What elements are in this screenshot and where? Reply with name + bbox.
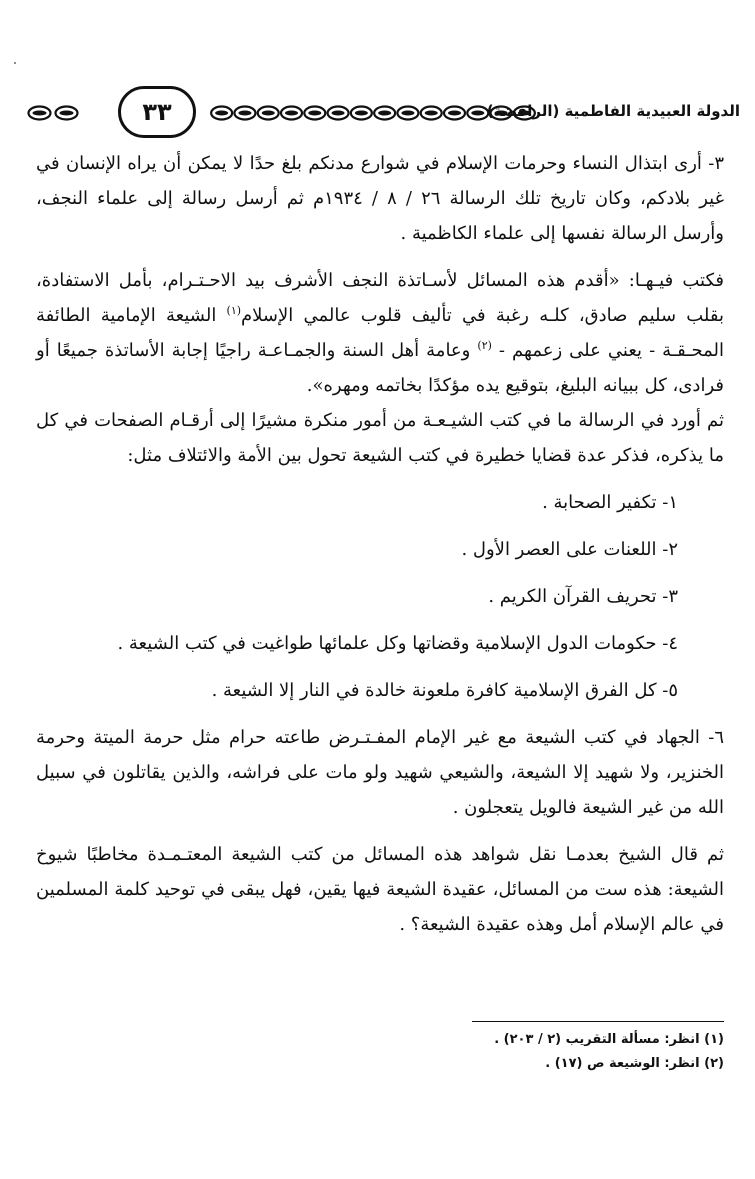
ornament-link-core [448,111,461,116]
ornament-link-core [378,111,391,116]
list-item: ٤- حكومات الدول الإسلامية وقضاتها وكل علمائها طواغيت في كتب الشيعة . [117,633,678,654]
ornament-link-core [332,111,345,116]
paragraph-2 [36,263,724,403]
ornament-link-core [471,111,484,116]
page-body [36,146,724,942]
ornament-link-core [285,111,298,116]
footnote-ref-2: (٢) [477,339,492,352]
ornament-link-core [215,111,228,116]
ornament-link-core [308,111,321,116]
footnote-2: (٢) انظر: الوشيعة ص (١٧) . [545,1056,724,1071]
list-item: ٣- تحريف القرآن الكريم . [488,586,678,607]
ornament-link-core [60,111,74,116]
list-item: ٢- اللعنات على العصر الأول . [461,539,678,560]
list-item: ١- تكفير الصحابة . [542,492,678,513]
scan-speck [14,62,16,64]
page-header [24,84,742,144]
running-title: الدولة العبيدية الفاطمية (الرافضة) [486,102,740,120]
ornament-link-core [33,111,47,116]
ornament-link-core [238,111,251,116]
list-item: ٦- الجهاد في كتب الشيعة مع غير الإمام المفـتـرض طاعته حرام مثل حرمة الميتة وحرمة الخنزير، ولا شهيد إلا الشيعة، والشيعي شهيد ولو مات على فراشه، والذين يقاتلون في سبيل الله من غير الشيعة فالويل يتعجلون . [36,727,724,818]
page-number: ٣٣ [142,98,172,126]
page-number-frame [118,86,196,138]
issues-list [36,485,724,825]
ornament-links [26,104,80,122]
paragraph-3: ثم أورد في الرسالة ما في كتب الشيـعـة من أمور منكرة مشيرًا إلى أرقـام الصفحات في كل ما يذكره، فذكر عدة قضايا خطيرة في كتب الشيعة تحول بين الأمة والائتلاف مثل: [36,410,724,466]
paragraph-2-text-b: الشيعة الإمامية الطائفة المحـقـة - يعني على زعمهم - [36,305,724,361]
ornament-link-core [355,111,368,116]
ornament-chain-left [26,102,80,124]
footnote-ref-1: (١) [226,304,242,317]
footnote-divider [472,1021,724,1022]
paragraph-2-text-a: فكتب فيـهـا: «أقدم هذه المسائل لأسـاتذة النجف الأشرف بيد الاحـتـرام، بأمل الاستفادة، بقلب سليم صادق، كلـه رغبة في تأليف قلوب عالمي الإسلام [36,270,724,326]
footnote-1: (١) انظر: مسألة التقريب (٢ / ٢٠٣) . [494,1032,724,1047]
ornament-link-core [262,111,275,116]
closing-paragraph: ثم قال الشيخ بعدمـا نقل شواهد هذه المسائل من كتب الشيعة المعتـمـدة مخاطبًا شيوخ الشيعة: هذه ست من المسائل، عقيدة الشيعة فيها يقين، فهل يبقى في توحيد كلمة المسلمين في عالم الإسلام أمل وهذه عقيدة الشيعة؟ . [36,844,724,935]
footnotes [224,1028,724,1076]
paragraph-2-text-c: وعامة أهل السنة والجمـاعـة راجيًا إجابة الأساتذة جميعًا أو فرادى، كل ببيانه البليغ، بتوقيع يده مؤكدًا بخاتمه ومهره». [36,340,724,396]
ornament-link-core [425,111,438,116]
list-item: ٥- كل الفرق الإسلامية كافرة ملعونة خالدة في النار إلا الشيعة . [211,680,678,701]
ornament-link-core [401,111,414,116]
paragraph-1: ٣- أرى ابتذال النساء وحرمات الإسلام في شوارع مدنكم بلغ حدًا لا يمكن أن يراه الإنسان في غير بلادكم، وكان تاريخ تلك الرسالة ٢٦ / ٨ / ١٩٣٤م ثم أرسل رسالة إلى علماء النجف، وأرسل الرسالة نفسها إلى علماء الكاظمية . [36,153,724,244]
